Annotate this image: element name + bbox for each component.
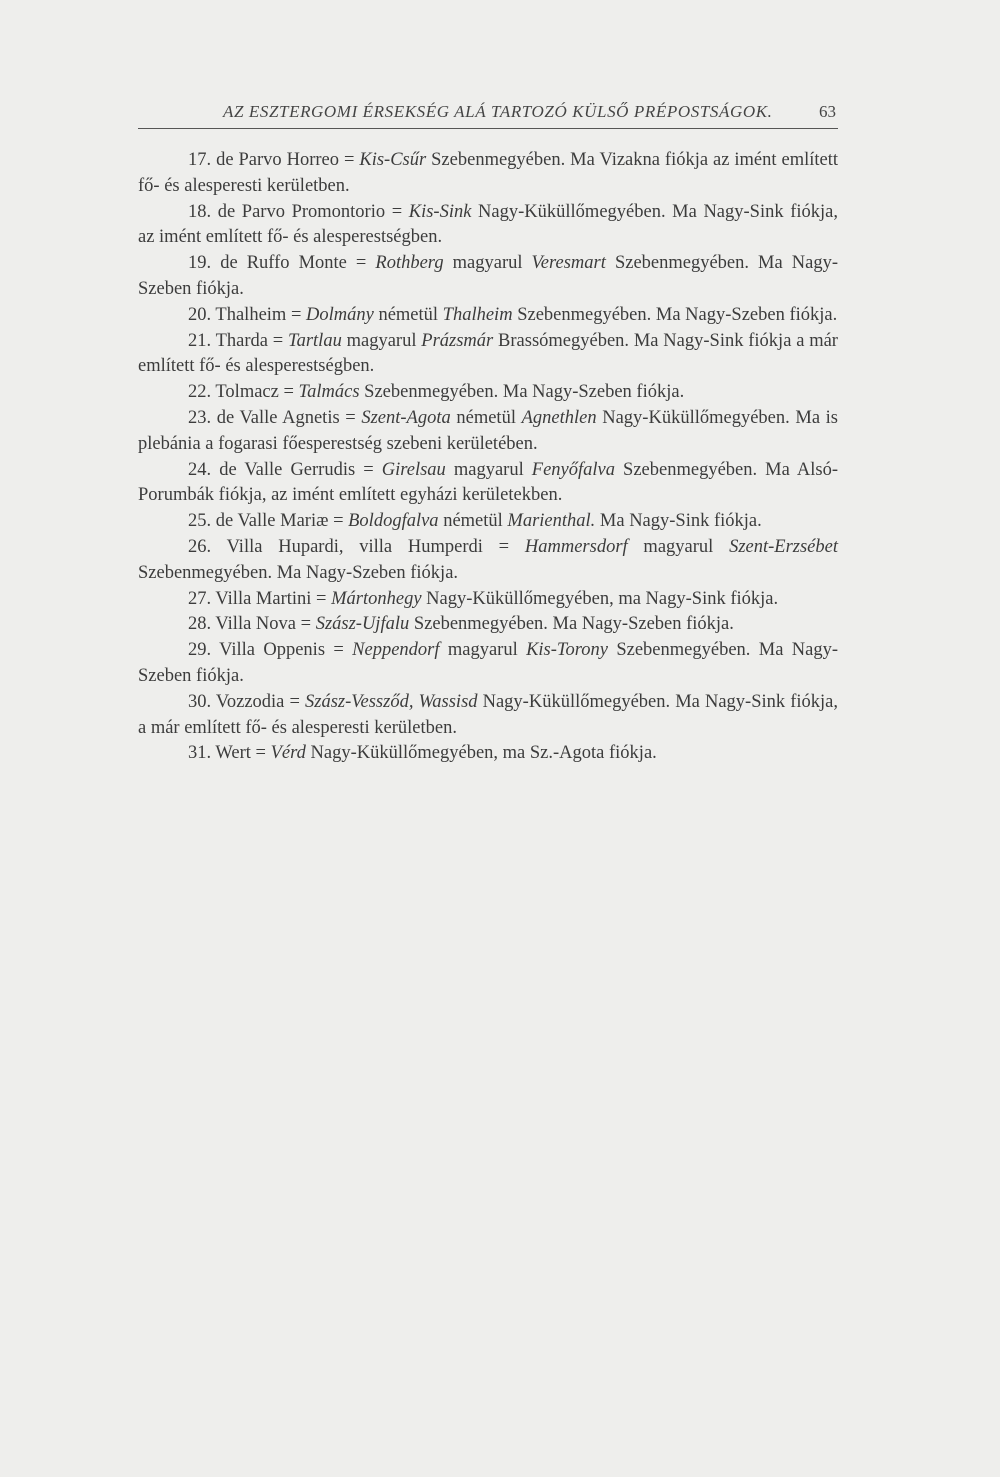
entry-number: 31. (188, 743, 212, 764)
place-name: Boldogfalva (348, 511, 439, 532)
place-name: Agnethlen (521, 407, 597, 428)
entry-number: 28. (188, 614, 212, 635)
entry-list (138, 148, 838, 767)
entry-number: 21. (188, 330, 212, 351)
list-item (138, 587, 838, 613)
list-item (138, 458, 838, 510)
entry-text: Ma Nagy-Sink fiókja. (595, 511, 762, 532)
entry-number: 18. (188, 201, 212, 222)
list-item (138, 741, 838, 767)
header-rule (138, 128, 838, 129)
entry-number: 20. (188, 304, 212, 325)
place-name: Szász-Vessződ, (305, 691, 414, 712)
entry-text: Nagy-Küküllőmegyében, ma Nagy-Sink fiókja. (421, 588, 779, 609)
entry-text: Nagy-Küküllőmegyében. Ma Nagy-Sink fiókja, az imént említett fő- és alesperestségben. (138, 201, 838, 248)
place-name: Neppendorf (352, 640, 440, 661)
entry-text: Szebenmegyében. Ma Nagy-Szeben fiókja. (138, 253, 838, 299)
running-head-title: AZ ESZTERGOMI ÉRSEKSÉG ALÁ TARTOZÓ KÜLSŐ PRÉPOSTSÁGOK. (223, 102, 773, 121)
place-name: Vérd (270, 743, 306, 764)
place-name: Szent-Erzsébet (729, 536, 838, 557)
list-item (138, 148, 838, 200)
list-item (138, 535, 838, 587)
place-name: Thalheim (442, 304, 513, 325)
entry-number: 23. (188, 407, 212, 428)
list-item (138, 380, 838, 406)
entry-number: 17. (188, 150, 212, 170)
entry-text: Szebenmegyében. Ma Nagy-Szeben fiókja. (359, 382, 685, 403)
entry-number: 19. (188, 253, 212, 274)
entry-text: magyarul (341, 330, 422, 351)
place-name: Talmács (298, 382, 360, 403)
place-name: Rothberg (375, 253, 444, 274)
list-item (138, 200, 838, 252)
place-name: Wassisd (418, 691, 478, 712)
list-item (138, 638, 838, 690)
list-item (138, 509, 838, 535)
entry-text: Wert = (215, 743, 271, 764)
place-name: Marienthal. (507, 511, 596, 532)
entry-text: németül (438, 511, 508, 532)
entry-text: Szebenmegyében. Ma Nagy-Szeben fiókja. (138, 562, 459, 583)
place-name: Fenyőfalva (531, 459, 615, 480)
entry-text: magyarul (627, 536, 730, 557)
entry-number: 25. (188, 511, 212, 532)
entry-text: németül (450, 407, 522, 428)
place-name: Szent-Agota (361, 407, 451, 428)
place-name: Veresmart (531, 253, 606, 274)
entry-text: magyarul (445, 459, 532, 480)
entry-text: Tharda = (215, 330, 288, 351)
place-name: Tartlau (288, 330, 342, 351)
place-name: Szász-Ujfalu (315, 614, 410, 635)
place-name: Kis-Torony (526, 640, 608, 661)
entry-text: Szebenmegyében. Ma Nagy-Szeben fiókja. (512, 304, 838, 325)
entry-text: Thalheim = (215, 304, 306, 325)
entry-text: Villa Nova = (215, 614, 316, 635)
entry-text: Nagy-Küküllőmegyében. Ma is plebánia a fogarasi főesperestség szebeni kerületében. (138, 407, 838, 454)
entry-text: de Parvo Horreo = (216, 150, 360, 170)
entry-text: de Valle Mariæ = (215, 511, 349, 532)
place-name: Mártonhegy (331, 588, 422, 609)
place-name: Girelsau (381, 459, 446, 480)
entry-number: 24. (188, 459, 212, 480)
place-name: Hammersdorf (524, 536, 628, 557)
entry-number: 29. (188, 640, 212, 661)
list-item (138, 612, 838, 638)
entry-text: Szebenmegyében. Ma Nagy-Szeben fiókja. (138, 640, 838, 686)
list-item (138, 406, 838, 458)
list-item (138, 329, 838, 381)
entry-text: németül (373, 304, 443, 325)
place-name: Kis-Csűr (359, 150, 427, 170)
entry-text: Brassómegyében. Ma Nagy-Sink fiókja a már említett fő- és alesperestségben. (138, 330, 838, 377)
place-name: Prázsmár (421, 330, 494, 351)
entry-text: Villa Martini = (215, 588, 332, 609)
list-item (138, 690, 838, 742)
entry-text: magyarul (443, 253, 532, 274)
entry-number: 26. (188, 536, 212, 557)
entry-text: de Valle Agnetis = (216, 407, 362, 428)
entry-text: Szebenmegyében. Ma Vizakna fiókja az imént említett fő- és alesperesti kerületben. (138, 150, 839, 196)
entry-text: Vozzodia = (215, 691, 306, 712)
entry-number: 30. (188, 691, 212, 712)
entry-text: Nagy-Küküllőmegyében, ma Sz.-Agota fiókja. (305, 743, 657, 764)
entry-number: 27. (188, 588, 212, 609)
place-name: Dolmány (306, 304, 374, 325)
place-name: Kis-Sink (408, 201, 472, 222)
entry-text: Nagy-Küküllőmegyében. Ma Nagy-Sink fiókja, a már említett fő- és alesperesti kerületben. (138, 691, 839, 738)
entry-text: magyarul (439, 640, 527, 661)
entry-text: Tolmacz = (215, 382, 299, 403)
running-header (138, 100, 838, 130)
entry-text: de Parvo Promontorio = (217, 201, 409, 222)
page-number: 63 (819, 102, 836, 121)
entry-number: 22. (188, 382, 212, 403)
entry-text: Szebenmegyében. Ma Alsó-Porumbák fiókja, az imént említett egyházi kerületekben. (138, 459, 838, 506)
entry-text: Villa Hupardi, villa Humperdi = (226, 536, 525, 557)
entry-text: de Ruffo Monte = (220, 253, 376, 274)
list-item (138, 251, 838, 303)
list-item (138, 303, 838, 329)
entry-text: Szebenmegyében. Ma Nagy-Szeben fiókja. (409, 614, 734, 635)
entry-text: de Valle Gerrudis = (219, 459, 382, 480)
entry-text: Villa Oppenis = (219, 640, 353, 661)
